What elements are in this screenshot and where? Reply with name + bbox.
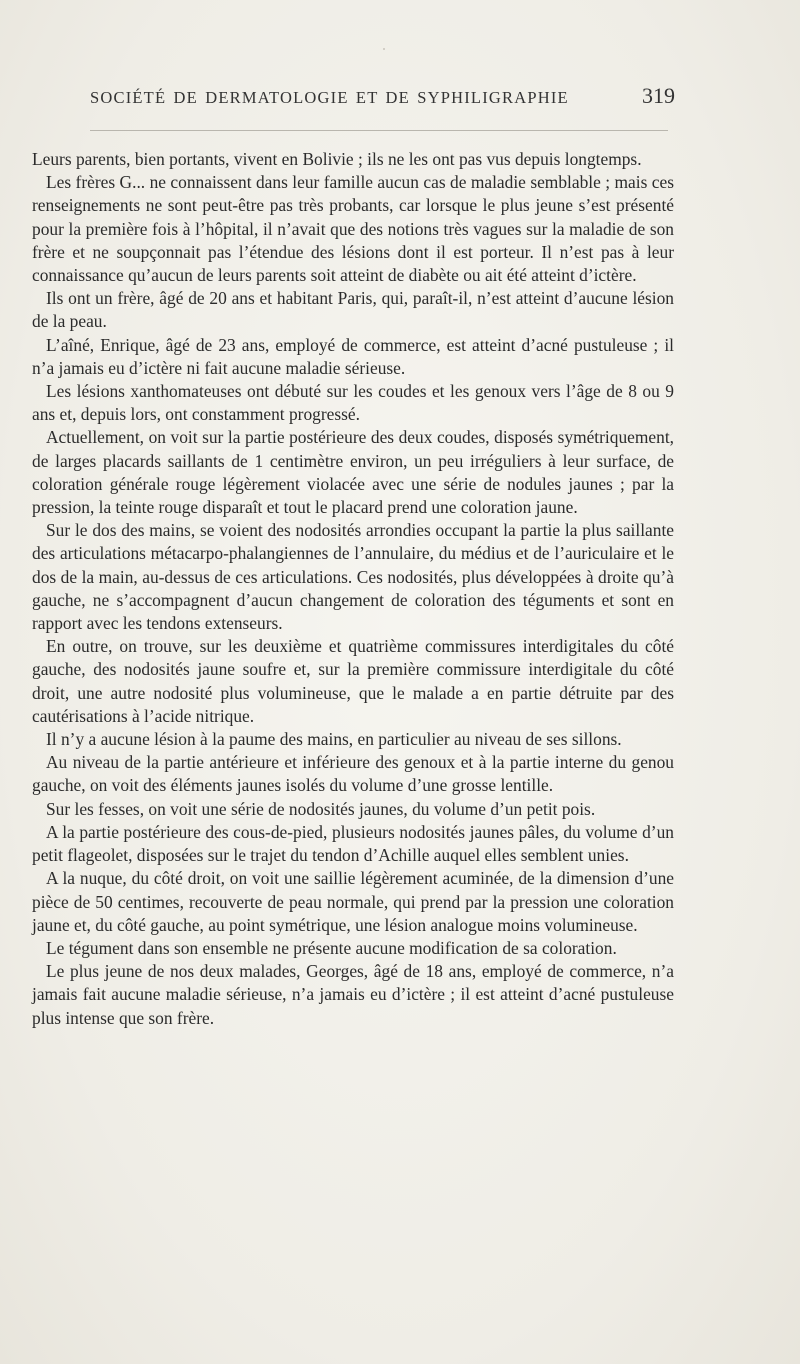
paragraph: A la partie postérieure des cous-de-pied, plusieurs nodosités jaunes pâles, du volume d’un petit flageolet, disposées sur le trajet du tendon d’Achille auquel elles semblent unies. — [32, 821, 674, 866]
paragraph: Ils ont un frère, âgé de 20 ans et habitant Paris, qui, paraît-il, n’est atteint d’aucune lésion de la peau. — [32, 288, 674, 332]
paragraph: Les frères G... ne connaissent dans leur famille aucun cas de maladie semblable ; mais ces renseignements ne sont peut-être pas très probants, car lorsque le plus jeune s’est présenté pour la première fois à l’hôpital, il n’avait que des notions très vagues sur la maladie de son frère et ne soupçonnait pas l’étendue des lésions dont il est porteur. Il n’est pas à leur connaissance qu’aucun de leurs parents soit atteint de diabète ou ait été atteint d’ictère. — [32, 172, 674, 286]
page-number: 319 — [642, 83, 675, 108]
paragraph: Le tégument dans son ensemble ne présente aucune modification de sa coloration. — [46, 937, 617, 958]
header-rule — [90, 130, 668, 131]
body-text — [32, 148, 674, 1030]
paragraph: A la nuque, du côté droit, on voit une saillie légèrement acuminée, de la dimension d’une pièce de 50 centimes, recouverte de peau normale, qui prend par la pression une coloration jaune et, du côté gauche, au point symétrique, une lésion analogue moins volumineuse. — [32, 868, 674, 935]
paragraph: L’aîné, Enrique, âgé de 23 ans, employé de commerce, est atteint d’acné pustuleuse ; il n’a jamais eu d’ictère ni fait aucune maladie sérieuse. — [32, 334, 674, 378]
paragraph: Leurs parents, bien portants, vivent en Bolivie ; ils ne les ont pas vus depuis longtemps. — [32, 149, 642, 169]
running-head: SOCIÉTÉ DE DERMATOLOGIE ET DE SYPHILIGRAPHIE — [90, 88, 569, 107]
paper-speck — [383, 48, 385, 50]
page-header — [90, 83, 675, 116]
paragraph: Actuellement, on voit sur la partie postérieure des deux coudes, disposés symétriquement, de larges placards saillants de 1 centimètre environ, un peu irréguliers à leur surface, de coloration générale rouge légèrement violacée avec une série de nodules jaunes ; par la pression, la teinte rouge disparaît et tout le placard prend une coloration jaune. — [32, 427, 674, 518]
paragraph: Sur les fesses, on voit une série de nodosités jaunes, du volume d’un petit pois. — [46, 798, 596, 819]
paragraph: Il n’y a aucune lésion à la paume des mains, en particulier au niveau de ses sillons. — [46, 729, 622, 750]
paragraph: Le plus jeune de nos deux malades, Georges, âgé de 18 ans, employé de commerce, n’a jamais fait aucune maladie sérieuse, n’a jamais eu d’ictère ; il est atteint d’acné pustuleuse plus intense que son frère. — [32, 961, 674, 1028]
paragraph: Au niveau de la partie antérieure et inférieure des genoux et à la partie interne du genou gauche, on voit des éléments jaunes isolés du volume d’une grosse lentille. — [32, 752, 674, 796]
paragraph: Les lésions xanthomateuses ont débuté sur les coudes et les genoux vers l’âge de 8 ou 9 ans et, depuis lors, ont constamment progressé. — [32, 381, 674, 425]
paragraph: En outre, on trouve, sur les deuxième et quatrième commissures interdigitales du côté gauche, des nodosités jaune soufre et, sur la première commissure interdigitale du côté droit, une autre nodosité plus volumineuse, que le malade a en partie détruite par des cautérisations à l’acide nitrique. — [32, 636, 674, 726]
paragraph: Sur le dos des mains, se voient des nodosités arrondies occupant la partie la plus saillante des articulations métacarpo-phalangiennes de l’annulaire, du médius et de l’auriculaire et le dos de la main, au-dessus de ces articulations. Ces nodosités, plus développées à droite qu’à gauche, ne s’accompagnent d’aucun changement de coloration des téguments et sont en rapport avec les tendons extenseurs. — [32, 520, 674, 634]
